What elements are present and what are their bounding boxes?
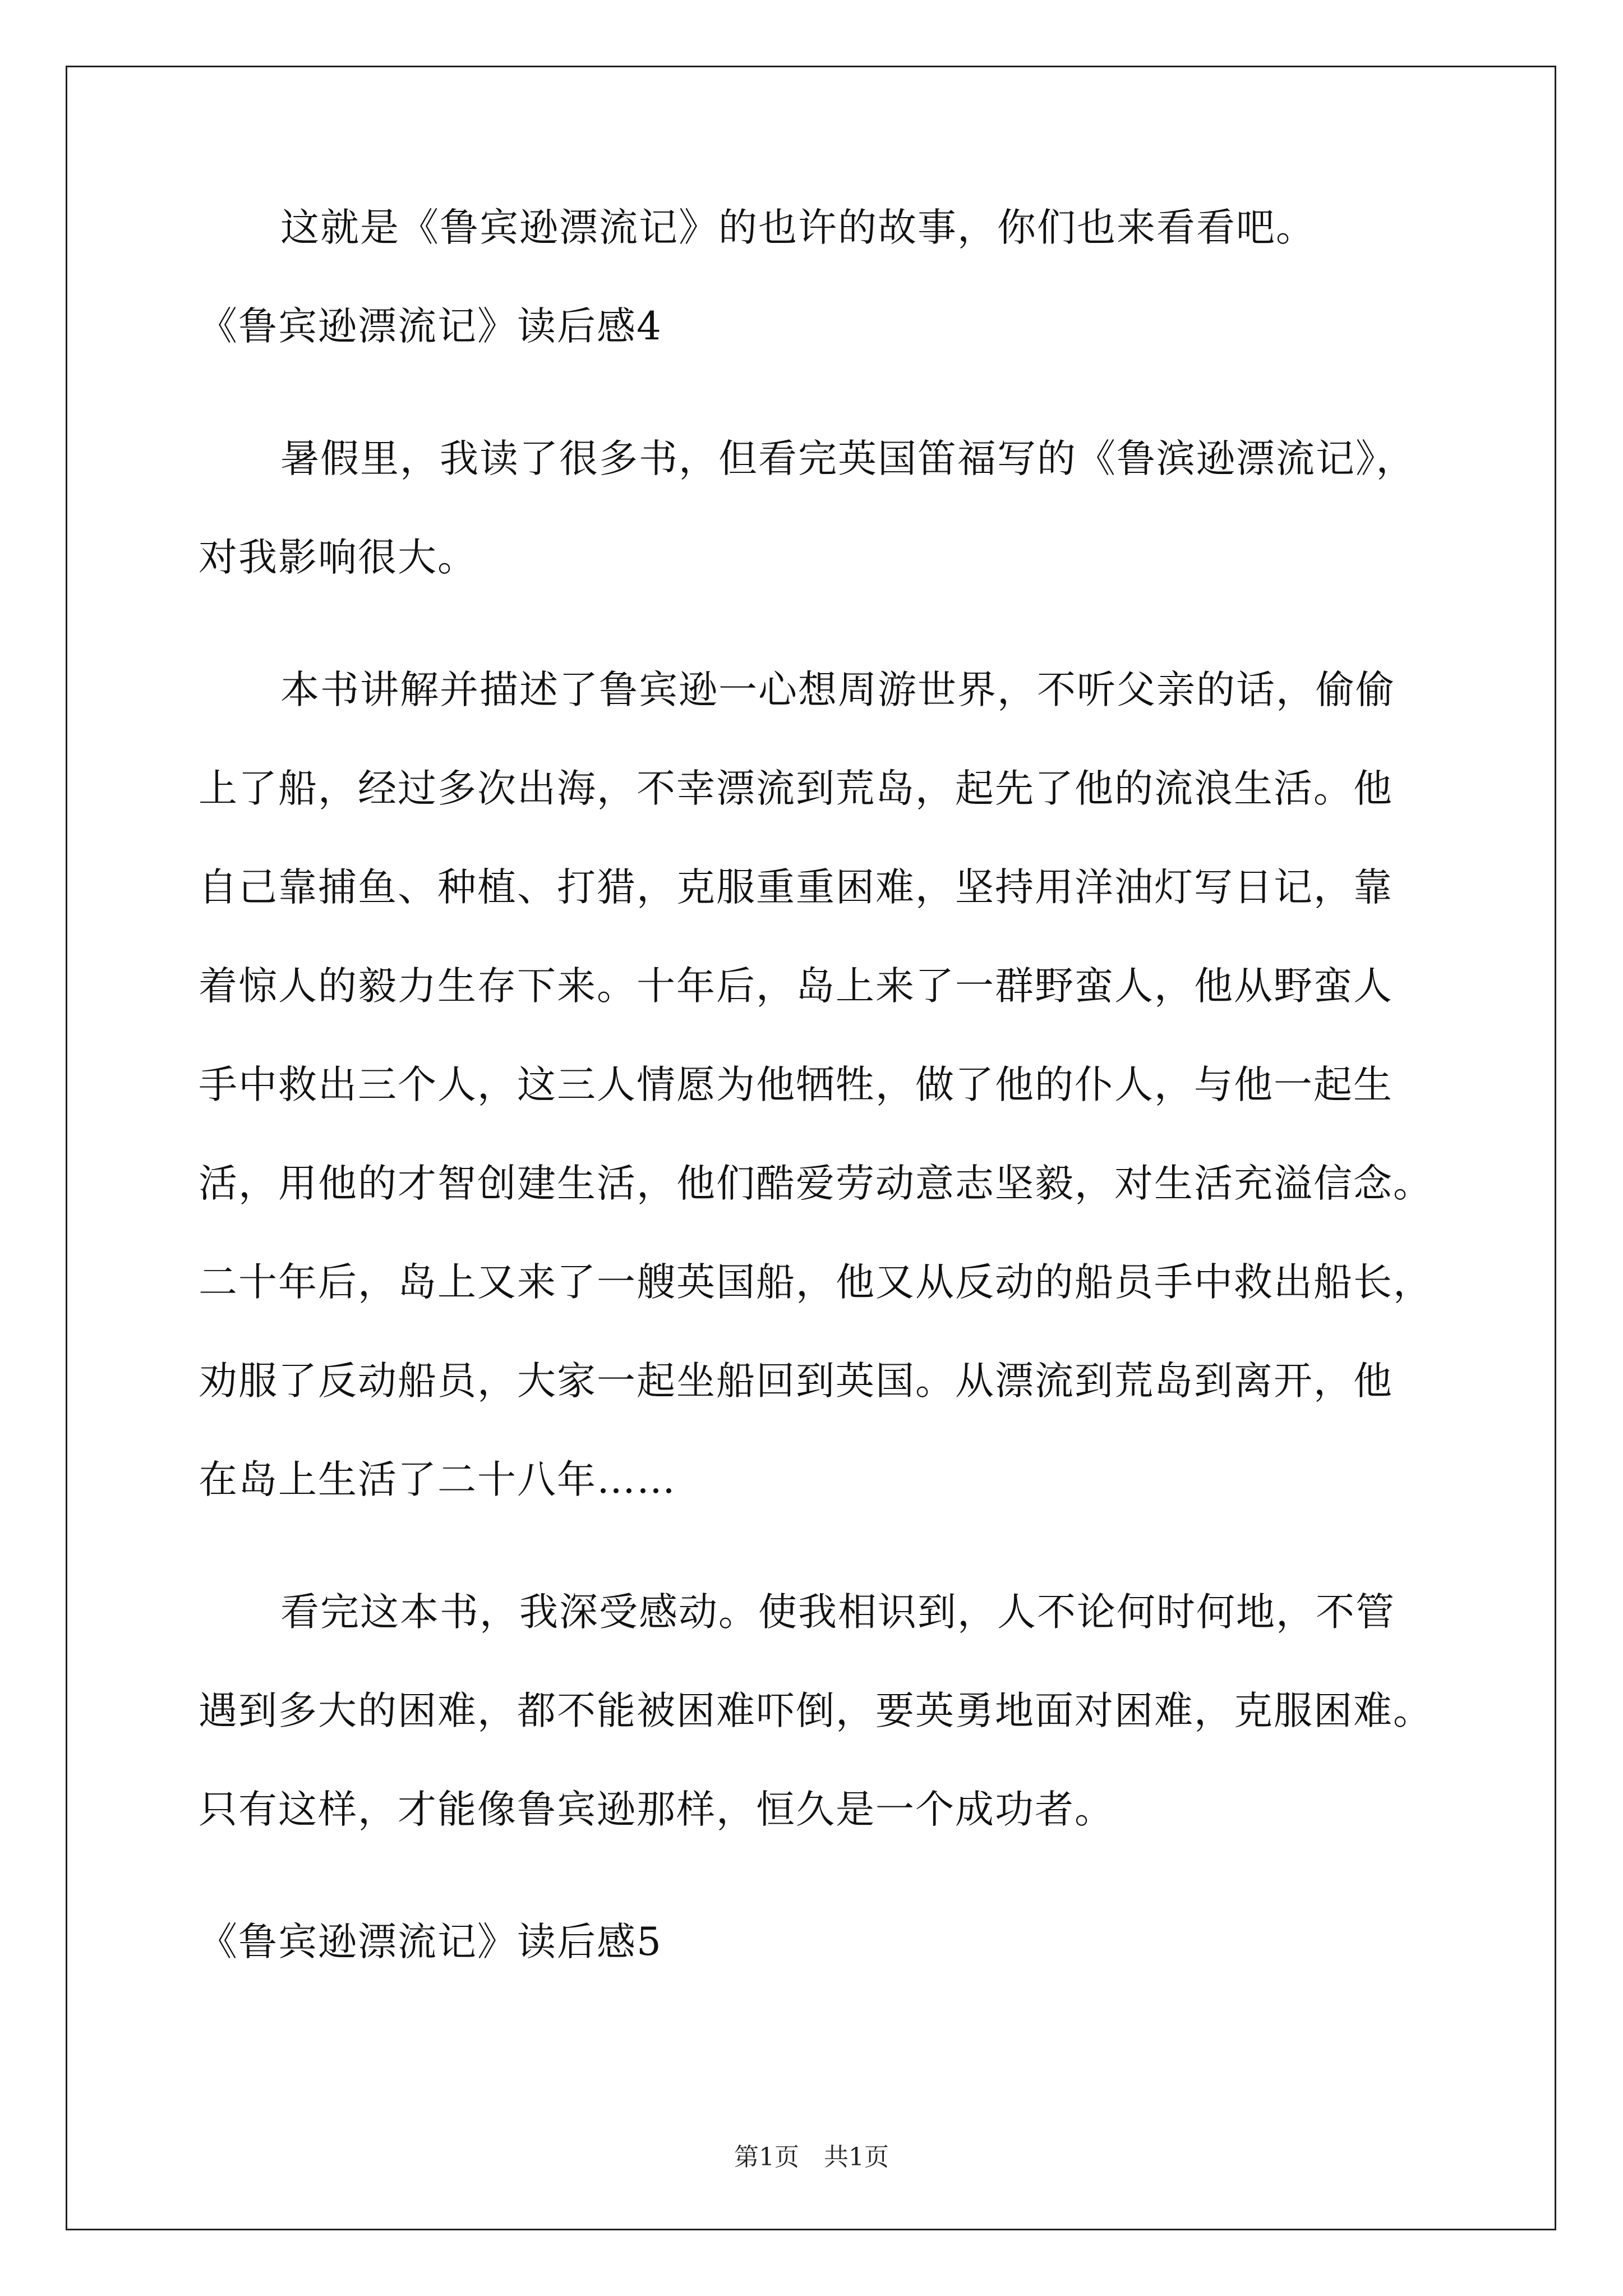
page-number: 第1页 共1页 [734, 2143, 889, 2171]
paragraph-line: 在岛上生活了二十八年…… [199, 1457, 676, 1502]
paragraph-line: 对我影响很大。 [199, 535, 477, 580]
paragraph-line: 着惊人的毅力生存下来。十年后，岛上来了一群野蛮人，他从野蛮人 [199, 964, 1393, 1009]
paragraph-line: 只有这样，才能像鲁宾逊那样，恒久是一个成功者。 [199, 1787, 1114, 1832]
section-heading: 《鲁宾逊漂流记》读后感5 [199, 1920, 662, 1964]
paragraph-line: 劝服了反动船员，大家一起坐船回到英国。从漂流到荒岛到离开，他 [199, 1359, 1393, 1404]
paragraph-line: 这就是《鲁宾逊漂流记》的也许的故事，你们也来看看吧。 [280, 205, 1316, 250]
page-border [66, 66, 1556, 2230]
paragraph-line: 二十年后，岛上又来了一艘英国船，他又从反动的船员手中救出船长， [199, 1260, 1433, 1305]
paragraph-line: 暑假里，我读了很多书，但看完英国笛福写的《鲁滨逊漂流记》， [280, 436, 1416, 481]
paragraph-line: 遇到多大的困难，都不能被困难吓倒，要英勇地面对困难，克服困难。 [199, 1688, 1433, 1733]
paragraph-line: 本书讲解并描述了鲁宾逊一心想周游世界，不听父亲的话，偷偷 [280, 668, 1395, 712]
paragraph-line: 自己靠捕鱼、种植、打猎，克服重重困难，坚持用洋油灯写日记，靠 [199, 865, 1393, 910]
paragraph-line: 活，用他的才智创建生活，他们酷爱劳动意志坚毅，对生活充溢信念。 [199, 1161, 1433, 1206]
paragraph-line: 看完这本书，我深受感动。使我相识到，人不论何时何地，不管 [280, 1590, 1395, 1635]
section-heading: 《鲁宾逊漂流记》读后感4 [199, 304, 662, 349]
paragraph-line: 上了船，经过多次出海，不幸漂流到荒岛，起先了他的流浪生活。他 [199, 766, 1393, 811]
paragraph-line: 手中救出三个人，这三人情愿为他牺牲，做了他的仆人，与他一起生 [199, 1062, 1393, 1107]
